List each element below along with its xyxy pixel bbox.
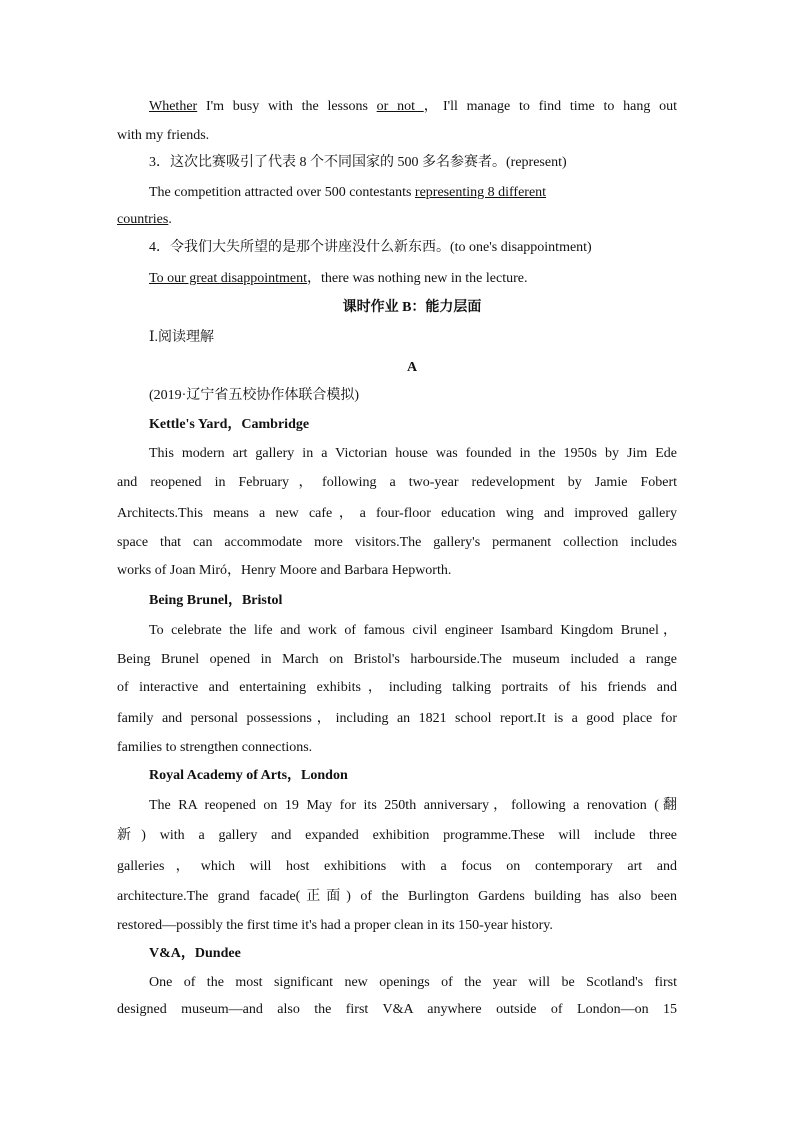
- section-title: 课时作业 B：能力层面: [342, 300, 482, 315]
- entry-line: families to strengthen connections.: [117, 740, 313, 755]
- sentence-text: .: [168, 212, 172, 227]
- entry-line: restored—possibly the first time it's had a proper clean in its 150-year history.: [117, 918, 553, 933]
- sentence-text: The competition attracted over 500 contestants: [149, 185, 415, 200]
- entry-line: galleries，which will host exhibitions with a focus on contemporary art and: [117, 859, 677, 874]
- entry-line: This modern art gallery in a Victorian house was founded in the 1950s by Jim Ede: [149, 446, 677, 461]
- entry-line: Architects.This means a new cafe，a four-floor education wing and improved gallery: [117, 506, 677, 521]
- entry-line: One of the most significant new openings of the year will be Scotland's first: [149, 975, 677, 990]
- entry-line: designed museum—and also the first V&A anywhere outside of London—on 15: [117, 1002, 677, 1017]
- q2-answer-line1: [149, 97, 677, 117]
- entry-line: The RA reopened on 19 May for its 250th anniversary，following a renovation (翻: [149, 798, 677, 813]
- q3-prompt: 3．这次比赛吸引了代表 8 个不同国家的 500 多名参赛者。(represent): [149, 155, 567, 170]
- entry-line: Being Brunel opened in March on Bristol's harbourside.The museum included a range: [117, 652, 677, 667]
- entry-line: works of Joan Miró，Henry Moore and Barbara Hepworth.: [117, 563, 452, 578]
- entry-heading: Royal Academy of Arts，London: [149, 768, 348, 783]
- subsection-title: Ⅰ.阅读理解: [149, 330, 215, 345]
- source-note: (2019·辽宁省五校协作体联合模拟): [149, 388, 359, 403]
- entry-line: space that can accommodate more visitors.The gallery's permanent collection includes: [117, 535, 677, 550]
- entry-line: 新) with a gallery and expanded exhibition programme.These will include three: [117, 828, 677, 843]
- q4-answer-line1: [149, 269, 677, 289]
- entry-line: of interactive and entertaining exhibits，including talking portraits of his friends and: [117, 680, 677, 695]
- sentence-text: I'm busy with the lessons: [197, 99, 377, 114]
- entry-line: and reopened in February，following a two-year redevelopment by Jamie Fobert: [117, 475, 677, 490]
- entry-heading: V&A，Dundee: [149, 946, 241, 961]
- sentence-text: ，there was nothing new in the lecture.: [307, 271, 528, 286]
- entry-line: To celebrate the life and work of famous civil engineer Isambard Kingdom Brunel，: [149, 623, 677, 638]
- answer-blank: Whether: [149, 99, 198, 114]
- q2-answer-line2: with my friends.: [117, 128, 210, 143]
- q3-answer-line1: [149, 183, 677, 203]
- passage-label: A: [406, 360, 418, 375]
- entry-line: family and personal possessions，including an 1821 school report.It is a good place for: [117, 711, 677, 726]
- entry-line: architecture.The grand facade(正面) of the Burlington Gardens building has also been: [117, 889, 677, 904]
- q3-answer-line2: [117, 210, 677, 230]
- q4-prompt: 4．令我们大失所望的是那个讲座没什么新东西。(to one's disappointment): [149, 240, 592, 255]
- answer-blank: representing 8 different: [414, 185, 547, 200]
- answer-blank: To our great disappointment: [149, 271, 308, 286]
- entry-heading: Kettle's Yard，Cambridge: [149, 417, 310, 432]
- sentence-text: ，I'll manage to find time to hang out: [423, 99, 677, 114]
- answer-blank: countries: [117, 212, 169, 227]
- entry-heading: Being Brunel，Bristol: [149, 593, 283, 608]
- answer-blank: or not: [376, 99, 424, 114]
